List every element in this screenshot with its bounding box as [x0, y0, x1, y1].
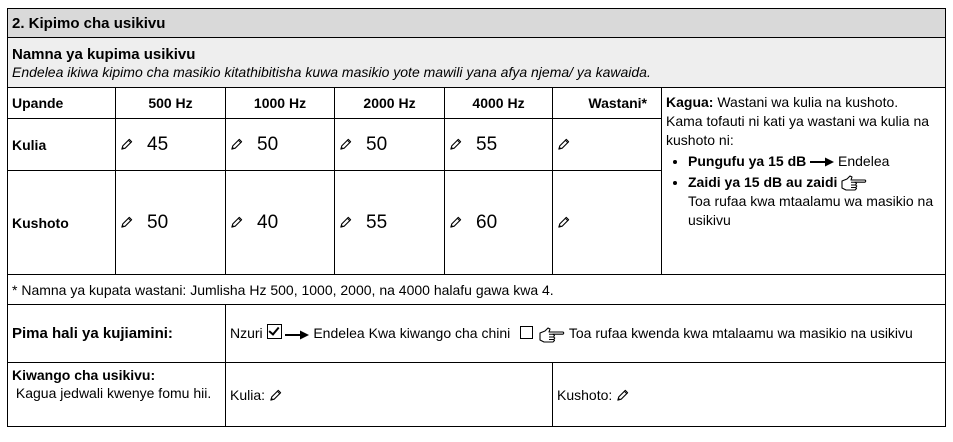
check-cell — [662, 88, 946, 275]
bullet-less-label: Pungufu ya 15 dB — [688, 153, 807, 169]
checked-box-icon[interactable] — [267, 324, 282, 339]
value-1000-right: 50 — [257, 133, 279, 155]
pencil-icon — [449, 138, 462, 151]
pencil-icon — [339, 138, 352, 151]
confidence-good-action: Endelea Kwa kiwango cha chini — [313, 325, 511, 342]
check-bullet-less — [688, 152, 941, 171]
pencil-icon — [230, 216, 243, 229]
pencil-icon — [616, 389, 629, 402]
confidence-good-label: Nzuri — [230, 325, 263, 342]
check-bullets — [666, 152, 941, 230]
pencil-icon — [557, 216, 570, 229]
confidence-row — [8, 305, 946, 363]
row-label-left: Kushoto — [8, 171, 116, 275]
level-row — [8, 363, 946, 427]
value-cell[interactable] — [445, 119, 553, 171]
empty-box-icon[interactable] — [520, 326, 533, 339]
value-500-left: 50 — [147, 211, 169, 233]
value-cell[interactable] — [116, 171, 226, 275]
level-left-label: Kushoto: — [557, 386, 613, 403]
level-label: Kiwango cha usikivu: — [12, 367, 156, 383]
value-1000-left: 40 — [257, 211, 279, 233]
pencil-icon — [557, 138, 570, 151]
bullet-less-action: Endelea — [838, 153, 890, 169]
value-cell[interactable] — [226, 171, 335, 275]
right-arrow-icon — [810, 157, 834, 167]
bullet-more-action: Toa rufaa kwa mtaalamu wa masikio na usikivu — [688, 193, 934, 229]
pencil-icon — [269, 389, 282, 402]
confidence-options — [226, 305, 946, 363]
average-cell-left[interactable] — [553, 171, 662, 275]
average-cell-right[interactable] — [553, 119, 662, 171]
value-cell[interactable] — [335, 171, 445, 275]
check-diff-text: Kama tofauti ni kati ya wastani wa kulia na kushoto ni: — [666, 113, 930, 148]
value-cell[interactable] — [116, 119, 226, 171]
pencil-icon — [120, 216, 133, 229]
value-4000-left: 60 — [476, 211, 498, 233]
value-4000-right: 55 — [476, 133, 498, 155]
footnote-row — [8, 275, 946, 305]
pencil-icon — [339, 216, 352, 229]
footnote: * Namna ya kupata wastani: Jumlisha Hz 500, 1000, 2000, na 4000 halafu gawa kwa 4. — [8, 275, 946, 305]
method-row — [8, 38, 946, 88]
pencil-icon — [120, 138, 133, 151]
value-500-right: 45 — [147, 133, 169, 155]
value-cell[interactable] — [445, 171, 553, 275]
table-header-row — [8, 88, 946, 119]
col-header-4000: 4000 Hz — [445, 88, 553, 119]
method-instruction: Endelea ikiwa kipimo cha masikio kitathibitisha kuwa masikio yote mawili yana afya njema/ ya kawaida. — [12, 64, 651, 80]
bullet-more-label: Zaidi ya 15 dB au zaidi — [688, 174, 838, 190]
level-right-label: Kulia: — [230, 386, 266, 403]
form-table — [7, 8, 946, 427]
pencil-icon — [230, 138, 243, 151]
level-right-cell[interactable] — [226, 363, 553, 427]
pointing-hand-icon — [841, 174, 867, 192]
value-cell[interactable] — [335, 119, 445, 171]
section-header-row — [8, 9, 946, 38]
method-title: Namna ya kupima usikivu — [12, 46, 196, 63]
check-label: Kagua: — [666, 94, 714, 110]
section-title: 2. Kipimo cha usikivu — [8, 9, 946, 38]
row-label-right: Kulia — [8, 119, 116, 171]
right-arrow-icon — [285, 330, 309, 340]
check-bullet-more — [688, 173, 941, 230]
level-left-cell[interactable] — [553, 363, 946, 427]
level-sub: Kagua jedwali kwenye fomu hii. — [12, 385, 212, 401]
col-header-2000: 2000 Hz — [335, 88, 445, 119]
check-text: Wastani wa kulia na kushoto. — [717, 94, 899, 110]
method-cell — [8, 38, 946, 88]
pointing-hand-icon — [539, 326, 565, 344]
confidence-label: Pima hali ya kujiamini: — [8, 305, 226, 363]
level-label-cell — [8, 363, 226, 427]
pencil-icon — [449, 216, 462, 229]
hearing-test-form — [7, 8, 945, 427]
col-header-1000: 1000 Hz — [226, 88, 335, 119]
value-cell[interactable] — [226, 119, 335, 171]
confidence-refer-action: Toa rufaa kwenda kwa mtalaamu wa masikio na usikivu — [568, 325, 913, 342]
value-2000-right: 50 — [366, 133, 388, 155]
col-header-average: Wastani* — [553, 88, 662, 119]
value-2000-left: 55 — [366, 211, 388, 233]
col-header-500: 500 Hz — [116, 88, 226, 119]
col-header-side: Upande — [8, 88, 116, 119]
